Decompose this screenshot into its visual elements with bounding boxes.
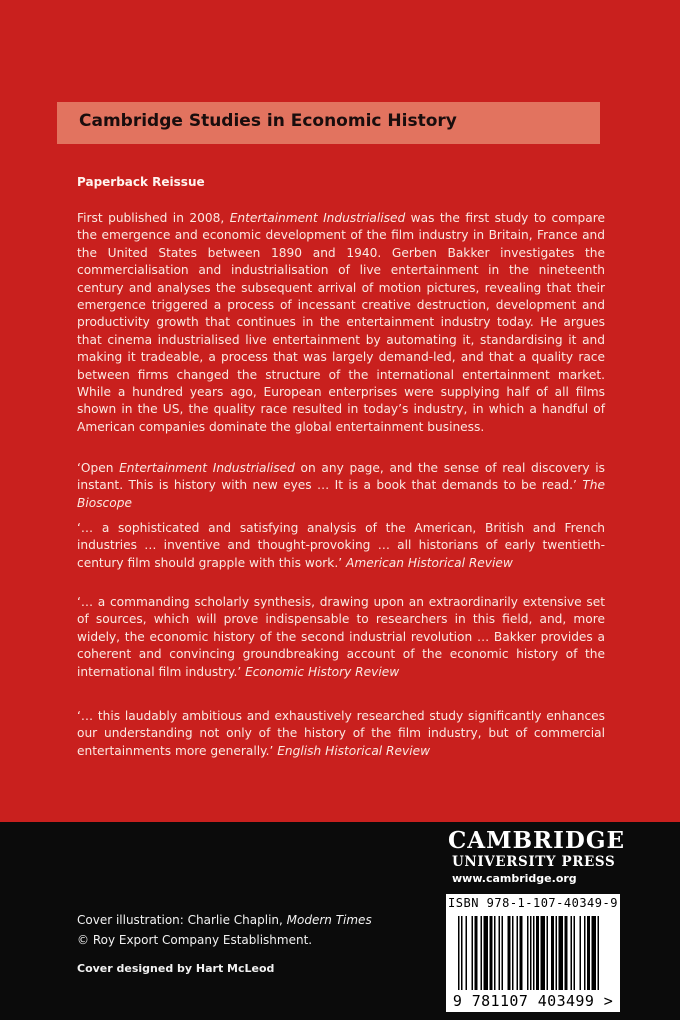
barcode-bar [481,916,483,990]
review-quote [77,708,605,760]
quote-text: on any page, and the sense of real discovery is instant. This is history with new eyes … It is a book that demands to be read.’ [77,461,605,493]
barcode-bars [456,916,610,992]
barcode-bar [490,916,493,990]
barcode-bar [530,916,532,990]
barcode-bar [533,916,535,990]
credit-line-1 [77,910,372,930]
review-quote [77,594,605,681]
barcode-bar [517,916,519,990]
barcode-bar [472,916,474,990]
barcode-bar [466,916,468,990]
quote-text: ‘… a sophisticated and satisfying analysis of the American, British and French industries … inventive and thought-provoking … all historians of early twentieth-century film should grapple with this work.’ [77,521,605,570]
cover-credit [77,910,372,950]
barcode-bar [512,916,514,990]
publisher-name: CAMBRIDGE [448,827,626,854]
quote-text: ‘… this laudably ambitious and exhaustively researched study significantly enhances our understanding not only of the history of the film industry, but of commercial entertainments more generally.’ [77,709,605,758]
review-quote [77,460,605,512]
barcode-bar [592,916,597,990]
isbn-label: ISBN 978-1-107-40349-9 [448,896,618,910]
film-title: Modern Times [286,913,372,927]
barcode-bar [571,916,573,990]
quote-source: Economic History Review [245,664,400,679]
barcode-bar [551,916,554,990]
barcode-bar [547,916,549,990]
barcode-bar [484,916,489,990]
barcode-bar [584,916,586,990]
barcode-bar [499,916,501,990]
barcode-bar [559,916,564,990]
quote-source: American Historical Review [346,555,513,570]
credit-line-2: © Roy Export Company Establishment. [77,933,313,947]
barcode-bar [508,916,511,990]
barcode-bar [565,916,568,990]
quote-text: ‘Open [77,461,120,475]
barcode-bar [574,916,576,990]
barcode-bar [580,916,582,990]
publisher-url: www.cambridge.org [452,872,577,885]
blurb-text-1: First published in 2008, [77,211,230,225]
barcode-digits: 9 781107 403499 > [452,992,614,1010]
credit-prefix: Cover illustration: Charlie Chaplin, [77,913,287,927]
barcode-bar [536,916,539,990]
quote-source: The Bioscope [77,478,605,510]
quote-text: ‘… a commanding scholarly synthesis, drawing upon an extraordinarily extensive set of sources, which will prove indispensable to researchers in this field, and, more widely, the economic history of the second industrial revolution … Bakker provides a coherent and convincing groundbreaking account of the economic history of the international film industry.’ [77,595,605,679]
barcode-bar [587,916,590,990]
book-title: Entertainment Industrialised [229,211,406,225]
footer-band [0,822,680,1020]
series-title: Cambridge Studies in Economic History [79,111,457,131]
barcode-bar [556,916,558,990]
publisher-subtitle: UNIVERSITY PRESS [452,854,616,870]
barcode-bar [458,916,460,990]
barcode-bar [502,916,504,990]
barcode-bar [598,916,600,990]
barcode-bar [541,916,546,990]
quote-source: English Historical Review [277,743,431,758]
barcode-bar [520,916,523,990]
blurb-paragraph [77,210,605,436]
review-quote [77,520,605,572]
designer-credit: Cover designed by Hart McLeod [77,962,275,975]
publisher-logo [448,827,626,888]
quote-book-title: Entertainment Industrialised [119,461,295,475]
barcode-bar [494,916,496,990]
series-banner [57,102,600,144]
barcode-bar [475,916,478,990]
blurb-text-2: was the first study to compare the emergence and economic development of the film industry in Britain, France and the United States between 1890 and 1940. Gerben Bakker investigates the commercialisation and industrialisation of live entertainment in the nineteenth century and analyses the subsequent arrival of motion pictures, revealing that their emergence triggered a process of incessant creative destruction, development and productivity growth that continues in the entertainment industry today. He argues that cinema industrialised live entertainment by automating it, standardising it and making it tradeable, a process that was largely demand-led, and that a quality race between firms changed the structure of the international entertainment market. While a hundred years ago, European enterprises were supplying half of all films shown in the US, the quality race resulted in today’s industry, in which a handful of American companies dominate the global entertainment business. [77,211,605,434]
edition-label: Paperback Reissue [77,175,205,189]
barcode-bar [527,916,529,990]
isbn-barcode [446,894,620,1012]
barcode-bar [461,916,463,990]
